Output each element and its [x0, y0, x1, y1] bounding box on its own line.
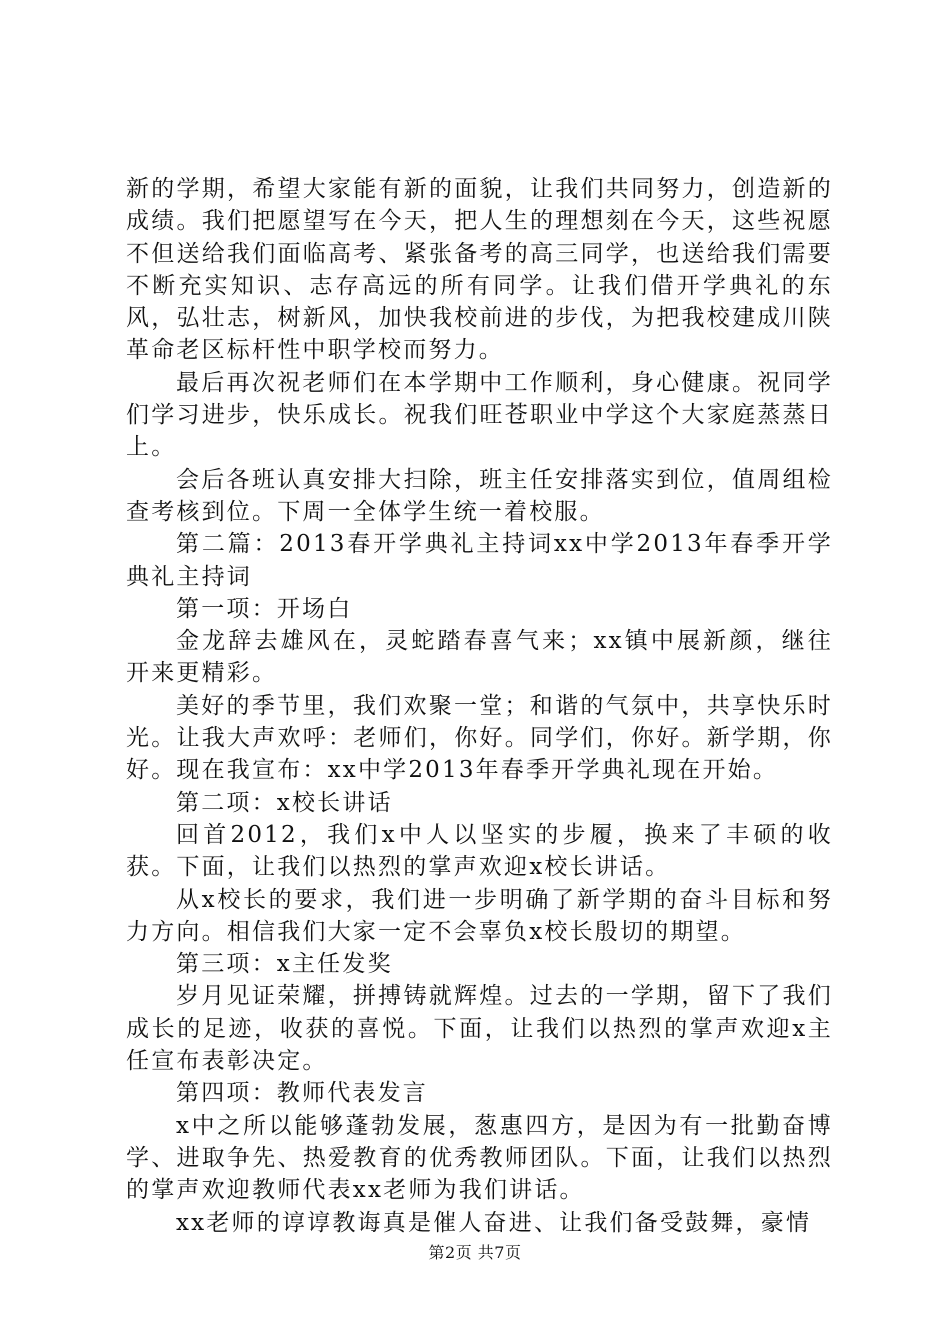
paragraph-3: 会后各班认真安排大扫除，班主任安排落实到位，值周组检查考核到位。下周一全体学生统一着校服。 [126, 466, 833, 525]
paragraph-5: 美好的季节里，我们欢聚一堂；和谐的气氛中，共享快乐时光。让我大声欢呼：老师们，你好。同学们，你好。新学期，你好。现在我宣布：xx中学2013年春季开学典礼现在开始。 [126, 692, 833, 784]
paragraph-9: x中之所以能够蓬勃发展，葱惠四方，是因为有一批勤奋博学、进取争先、热爱教育的优秀教师团队。下面，让我们以热烈的掌声欢迎教师代表xx老师为我们讲话。 [126, 1112, 833, 1204]
paragraph-10: xx老师的谆谆教诲真是催人奋进、让我们备受鼓舞，豪情 [176, 1209, 812, 1236]
item-heading-4: 第四项：教师代表发言 [176, 1080, 428, 1107]
paragraph-7: 从x校长的要求，我们进一步明确了新学期的奋斗目标和努力方向。相信我们大家一定不会辜负x校长殷切的期望。 [126, 886, 833, 945]
item-heading-1: 第一项：开场白 [176, 595, 353, 622]
paragraph-2: 最后再次祝老师们在本学期中工作顺利，身心健康。祝同学们学习进步，快乐成长。祝我们旺苍职业中学这个大家庭蒸蒸日上。 [126, 369, 833, 461]
paragraph-8: 岁月见证荣耀，拼搏铸就辉煌。过去的一学期，留下了我们成长的足迹，收获的喜悦。下面，让我们以热烈的掌声欢迎x主任宣布表彰决定。 [126, 983, 833, 1075]
paragraph-1: 新的学期，希望大家能有新的面貌，让我们共同努力，创造新的成绩。我们把愿望写在今天，把人生的理想刻在今天，这些祝愿不但送给我们面临高考、紧张备考的高三同学，也送给我们需要不断充实知识、志存高远的所有同学。让我们借开学典礼的东风，弘壮志，树新风，加快我校前进的步伐，为把我校建成川陕革命老区标杆性中职学校而努力。 [126, 176, 833, 364]
section-heading-2: 第二篇：2013春开学典礼主持词xx中学2013年春季开学典礼主持词 [126, 531, 833, 590]
page-footer [0, 1243, 950, 1263]
paragraph-6: 回首2012，我们x中人以坚实的步履，换来了丰硕的收获。下面，让我们以热烈的掌声欢迎x校长讲话。 [126, 821, 833, 881]
item-heading-3: 第三项：x主任发奖 [176, 951, 393, 978]
document-body [126, 173, 833, 1239]
paragraph-4: 金龙辞去雄风在，灵蛇踏春喜气来；xx镇中展新颜，继往开来更精彩。 [126, 628, 833, 687]
item-heading-2: 第二项：x校长讲话 [176, 789, 393, 816]
page-number-label: 第2页 共7页 [428, 1243, 522, 1262]
